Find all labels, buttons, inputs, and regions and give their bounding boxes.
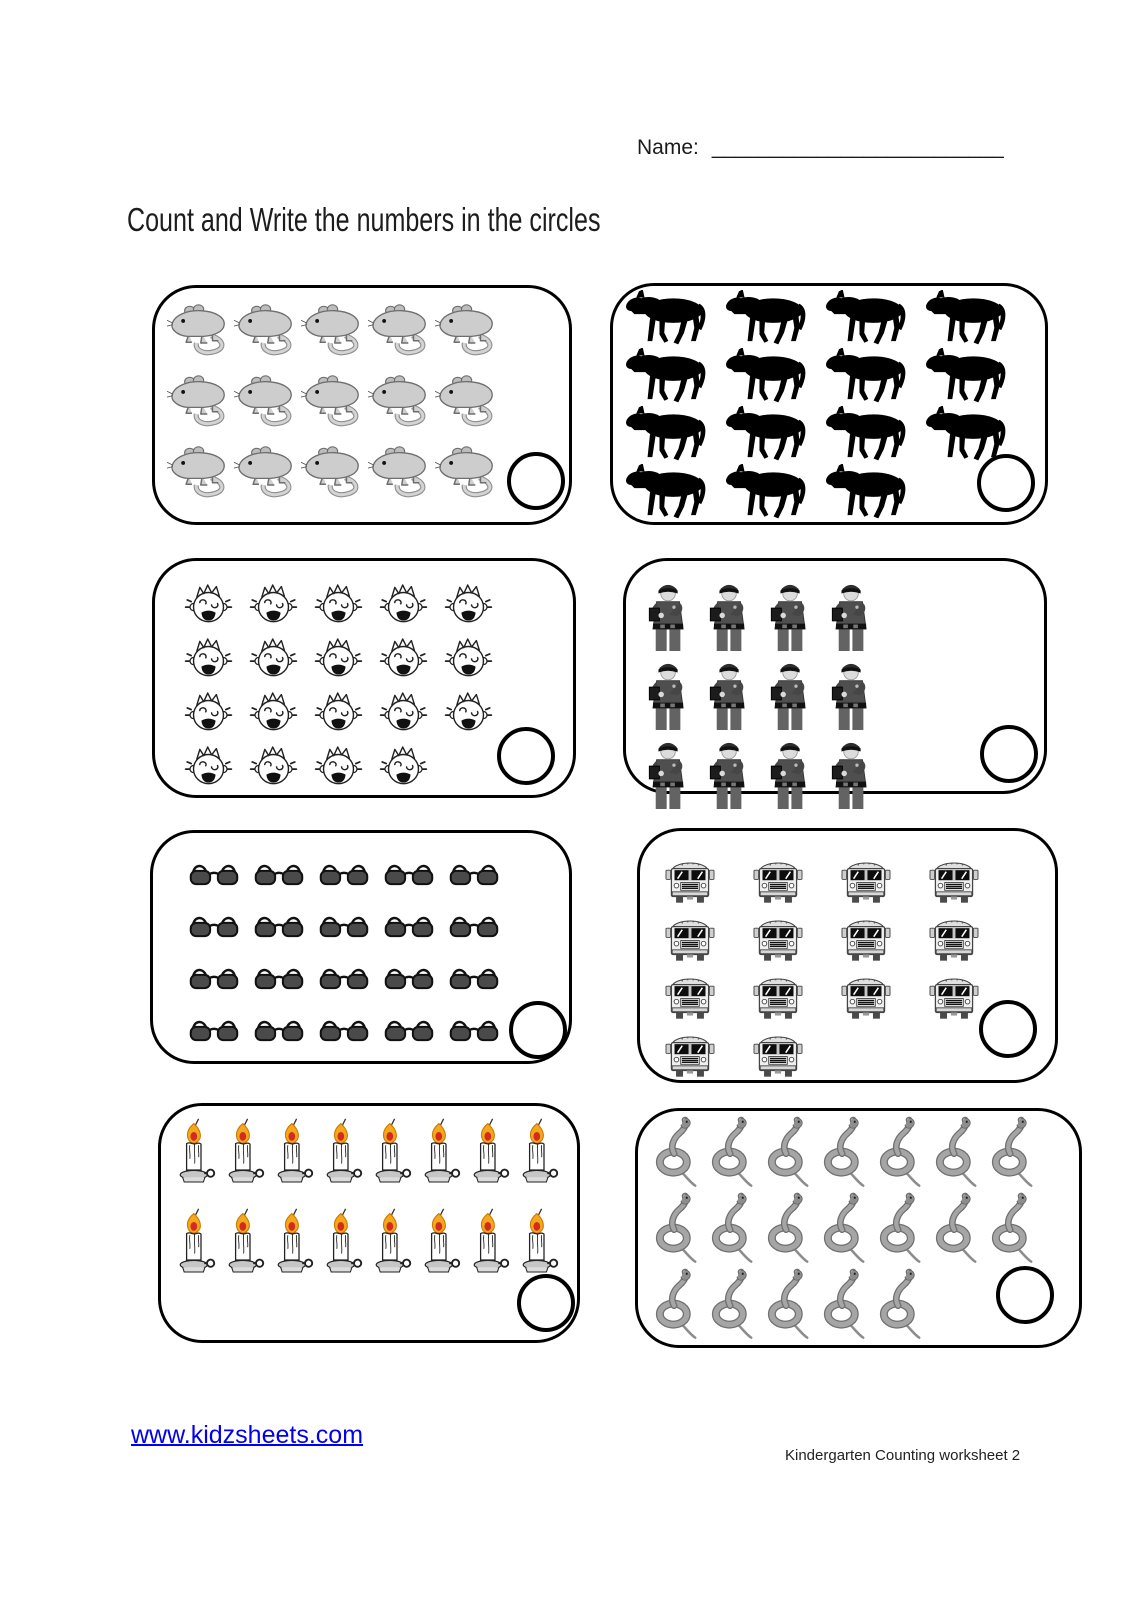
mouse-icon bbox=[167, 369, 233, 434]
sunglasses-icon bbox=[378, 963, 440, 993]
sunglasses-icon bbox=[183, 1015, 245, 1045]
horse-icon bbox=[717, 290, 817, 347]
policeman-icon bbox=[762, 736, 819, 809]
crying-baby-icon bbox=[307, 635, 370, 684]
sunglasses-icon bbox=[313, 963, 375, 993]
sunglasses-icon bbox=[378, 859, 440, 889]
policeman-icon bbox=[823, 736, 880, 809]
school-bus-icon bbox=[924, 973, 984, 1021]
sunglasses-icon bbox=[248, 963, 310, 993]
icon-row bbox=[177, 635, 573, 684]
snake-icon bbox=[872, 1267, 926, 1341]
crying-baby-icon bbox=[372, 581, 435, 630]
policeman-icon bbox=[762, 578, 819, 651]
policeman-icon bbox=[701, 736, 758, 809]
icon-row bbox=[617, 290, 1045, 347]
snake-icon bbox=[872, 1191, 926, 1265]
icon-row bbox=[660, 915, 1055, 963]
icon-row bbox=[640, 578, 1044, 651]
answer-circle-buses[interactable] bbox=[979, 1000, 1037, 1058]
name-blank-line[interactable]: _________________________ bbox=[711, 136, 1004, 159]
counting-box-snakes bbox=[635, 1108, 1082, 1348]
school-bus-icon bbox=[748, 1031, 808, 1079]
snake-icon bbox=[704, 1191, 758, 1265]
sunglasses-icon bbox=[378, 911, 440, 941]
candle-icon bbox=[463, 1110, 511, 1198]
candle-icon bbox=[267, 1200, 315, 1288]
crying-baby-icon bbox=[177, 689, 240, 738]
sunglasses-icon bbox=[248, 1015, 310, 1045]
snake-icon bbox=[760, 1267, 814, 1341]
school-bus-icon bbox=[748, 973, 808, 1021]
counting-box-sunglasses bbox=[150, 830, 572, 1064]
mouse-icon bbox=[435, 298, 501, 363]
horse-icon bbox=[617, 464, 717, 521]
sunglasses-icon bbox=[378, 1015, 440, 1045]
snake-icon bbox=[760, 1191, 814, 1265]
horse-icon bbox=[917, 290, 1017, 347]
answer-circle-sunglasses[interactable] bbox=[509, 1001, 567, 1059]
mouse-icon bbox=[368, 369, 434, 434]
mouse-icon bbox=[301, 369, 367, 434]
sunglasses-icon bbox=[313, 1015, 375, 1045]
policeman-icon bbox=[823, 578, 880, 651]
mouse-icon bbox=[167, 298, 233, 363]
horse-icon bbox=[817, 464, 917, 521]
icon-row bbox=[167, 298, 569, 363]
answer-circle-babies[interactable] bbox=[497, 727, 555, 785]
mouse-icon bbox=[435, 369, 501, 434]
counting-box-horses bbox=[610, 283, 1048, 525]
snake-icon bbox=[984, 1191, 1038, 1265]
counting-box-candles bbox=[158, 1103, 580, 1343]
policeman-icon bbox=[762, 657, 819, 730]
candle-icon bbox=[512, 1110, 560, 1198]
candle-icon bbox=[463, 1200, 511, 1288]
mouse-icon bbox=[301, 298, 367, 363]
icon-grid-sunglasses bbox=[153, 833, 569, 1045]
crying-baby-icon bbox=[242, 689, 305, 738]
crying-baby-icon bbox=[437, 581, 500, 630]
horse-icon bbox=[717, 406, 817, 463]
candle-icon bbox=[414, 1200, 462, 1288]
horse-icon bbox=[617, 348, 717, 405]
snake-icon bbox=[704, 1267, 758, 1341]
candle-icon bbox=[267, 1110, 315, 1198]
mouse-icon bbox=[368, 440, 434, 505]
horse-icon bbox=[917, 348, 1017, 405]
answer-circle-policemen[interactable] bbox=[980, 725, 1038, 783]
policeman-icon bbox=[701, 657, 758, 730]
sunglasses-icon bbox=[313, 859, 375, 889]
icon-row bbox=[169, 1200, 577, 1288]
mouse-icon bbox=[435, 440, 501, 505]
snake-icon bbox=[872, 1115, 926, 1189]
policeman-icon bbox=[640, 578, 697, 651]
mouse-icon bbox=[368, 298, 434, 363]
school-bus-icon bbox=[660, 857, 720, 905]
snake-icon bbox=[928, 1115, 982, 1189]
name-row bbox=[637, 136, 1004, 160]
snake-icon bbox=[648, 1115, 702, 1189]
sunglasses-icon bbox=[313, 911, 375, 941]
icon-row bbox=[183, 859, 569, 889]
mouse-icon bbox=[234, 298, 300, 363]
icon-row bbox=[660, 857, 1055, 905]
crying-baby-icon bbox=[307, 689, 370, 738]
candle-icon bbox=[169, 1110, 217, 1198]
icon-grid-candles bbox=[161, 1106, 577, 1288]
horse-icon bbox=[617, 406, 717, 463]
crying-baby-icon bbox=[242, 581, 305, 630]
answer-circle-candles[interactable] bbox=[517, 1274, 575, 1332]
school-bus-icon bbox=[836, 857, 896, 905]
sunglasses-icon bbox=[443, 911, 505, 941]
answer-circle-mice[interactable] bbox=[507, 452, 565, 510]
horse-icon bbox=[717, 348, 817, 405]
sunglasses-icon bbox=[183, 963, 245, 993]
sunglasses-icon bbox=[443, 1015, 505, 1045]
school-bus-icon bbox=[660, 1031, 720, 1079]
crying-baby-icon bbox=[242, 743, 305, 792]
icon-row bbox=[617, 348, 1045, 405]
snake-icon bbox=[816, 1115, 870, 1189]
crying-baby-icon bbox=[372, 743, 435, 792]
horse-icon bbox=[717, 464, 817, 521]
crying-baby-icon bbox=[372, 635, 435, 684]
crying-baby-icon bbox=[242, 635, 305, 684]
icon-row bbox=[648, 1191, 1079, 1265]
counting-box-policemen bbox=[623, 558, 1047, 794]
icon-row bbox=[169, 1110, 577, 1198]
mouse-icon bbox=[301, 440, 367, 505]
snake-icon bbox=[648, 1267, 702, 1341]
school-bus-icon bbox=[748, 857, 808, 905]
icon-row bbox=[177, 581, 573, 630]
horse-icon bbox=[817, 406, 917, 463]
website-link[interactable]: www.kidzsheets.com bbox=[131, 1421, 364, 1449]
icon-grid-mice bbox=[155, 288, 569, 505]
horse-icon bbox=[817, 348, 917, 405]
icon-row bbox=[617, 406, 1045, 463]
counting-box-buses bbox=[637, 828, 1058, 1083]
sunglasses-icon bbox=[443, 859, 505, 889]
snake-icon bbox=[984, 1115, 1038, 1189]
icon-row bbox=[640, 657, 1044, 730]
school-bus-icon bbox=[924, 857, 984, 905]
sunglasses-icon bbox=[183, 859, 245, 889]
school-bus-icon bbox=[748, 915, 808, 963]
crying-baby-icon bbox=[177, 743, 240, 792]
answer-circle-snakes[interactable] bbox=[996, 1266, 1054, 1324]
snake-icon bbox=[928, 1191, 982, 1265]
counting-box-babies bbox=[152, 558, 576, 798]
candle-icon bbox=[365, 1110, 413, 1198]
candle-icon bbox=[218, 1200, 266, 1288]
crying-baby-icon bbox=[177, 635, 240, 684]
school-bus-icon bbox=[836, 973, 896, 1021]
candle-icon bbox=[414, 1110, 462, 1198]
school-bus-icon bbox=[836, 915, 896, 963]
sunglasses-icon bbox=[443, 963, 505, 993]
icon-grid-policemen bbox=[626, 561, 1044, 809]
sunglasses-icon bbox=[183, 911, 245, 941]
icon-row bbox=[183, 963, 569, 993]
crying-baby-icon bbox=[437, 635, 500, 684]
snake-icon bbox=[760, 1115, 814, 1189]
candle-icon bbox=[316, 1200, 364, 1288]
counting-box-mice bbox=[152, 285, 572, 525]
crying-baby-icon bbox=[307, 743, 370, 792]
answer-circle-horses[interactable] bbox=[977, 454, 1035, 512]
mouse-icon bbox=[167, 440, 233, 505]
mouse-icon bbox=[234, 369, 300, 434]
policeman-icon bbox=[823, 657, 880, 730]
candle-icon bbox=[365, 1200, 413, 1288]
school-bus-icon bbox=[660, 915, 720, 963]
sunglasses-icon bbox=[248, 911, 310, 941]
crying-baby-icon bbox=[437, 689, 500, 738]
icon-row bbox=[183, 911, 569, 941]
crying-baby-icon bbox=[307, 581, 370, 630]
name-label: Name: bbox=[637, 136, 699, 159]
icon-row bbox=[167, 369, 569, 434]
policeman-icon bbox=[701, 578, 758, 651]
crying-baby-icon bbox=[177, 581, 240, 630]
crying-baby-icon bbox=[372, 689, 435, 738]
school-bus-icon bbox=[924, 915, 984, 963]
policeman-icon bbox=[640, 657, 697, 730]
icon-row bbox=[648, 1115, 1079, 1189]
worksheet-footer-note: Kindergarten Counting worksheet 2 bbox=[785, 1447, 1021, 1464]
policeman-icon bbox=[640, 736, 697, 809]
horse-icon bbox=[817, 290, 917, 347]
horse-icon bbox=[617, 290, 717, 347]
candle-icon bbox=[218, 1110, 266, 1198]
page-title: Count and Write the numbers in the circles bbox=[127, 201, 601, 238]
snake-icon bbox=[648, 1191, 702, 1265]
snake-icon bbox=[816, 1191, 870, 1265]
candle-icon bbox=[169, 1200, 217, 1288]
snake-icon bbox=[704, 1115, 758, 1189]
mouse-icon bbox=[234, 440, 300, 505]
candle-icon bbox=[316, 1110, 364, 1198]
school-bus-icon bbox=[660, 973, 720, 1021]
sunglasses-icon bbox=[248, 859, 310, 889]
snake-icon bbox=[816, 1267, 870, 1341]
